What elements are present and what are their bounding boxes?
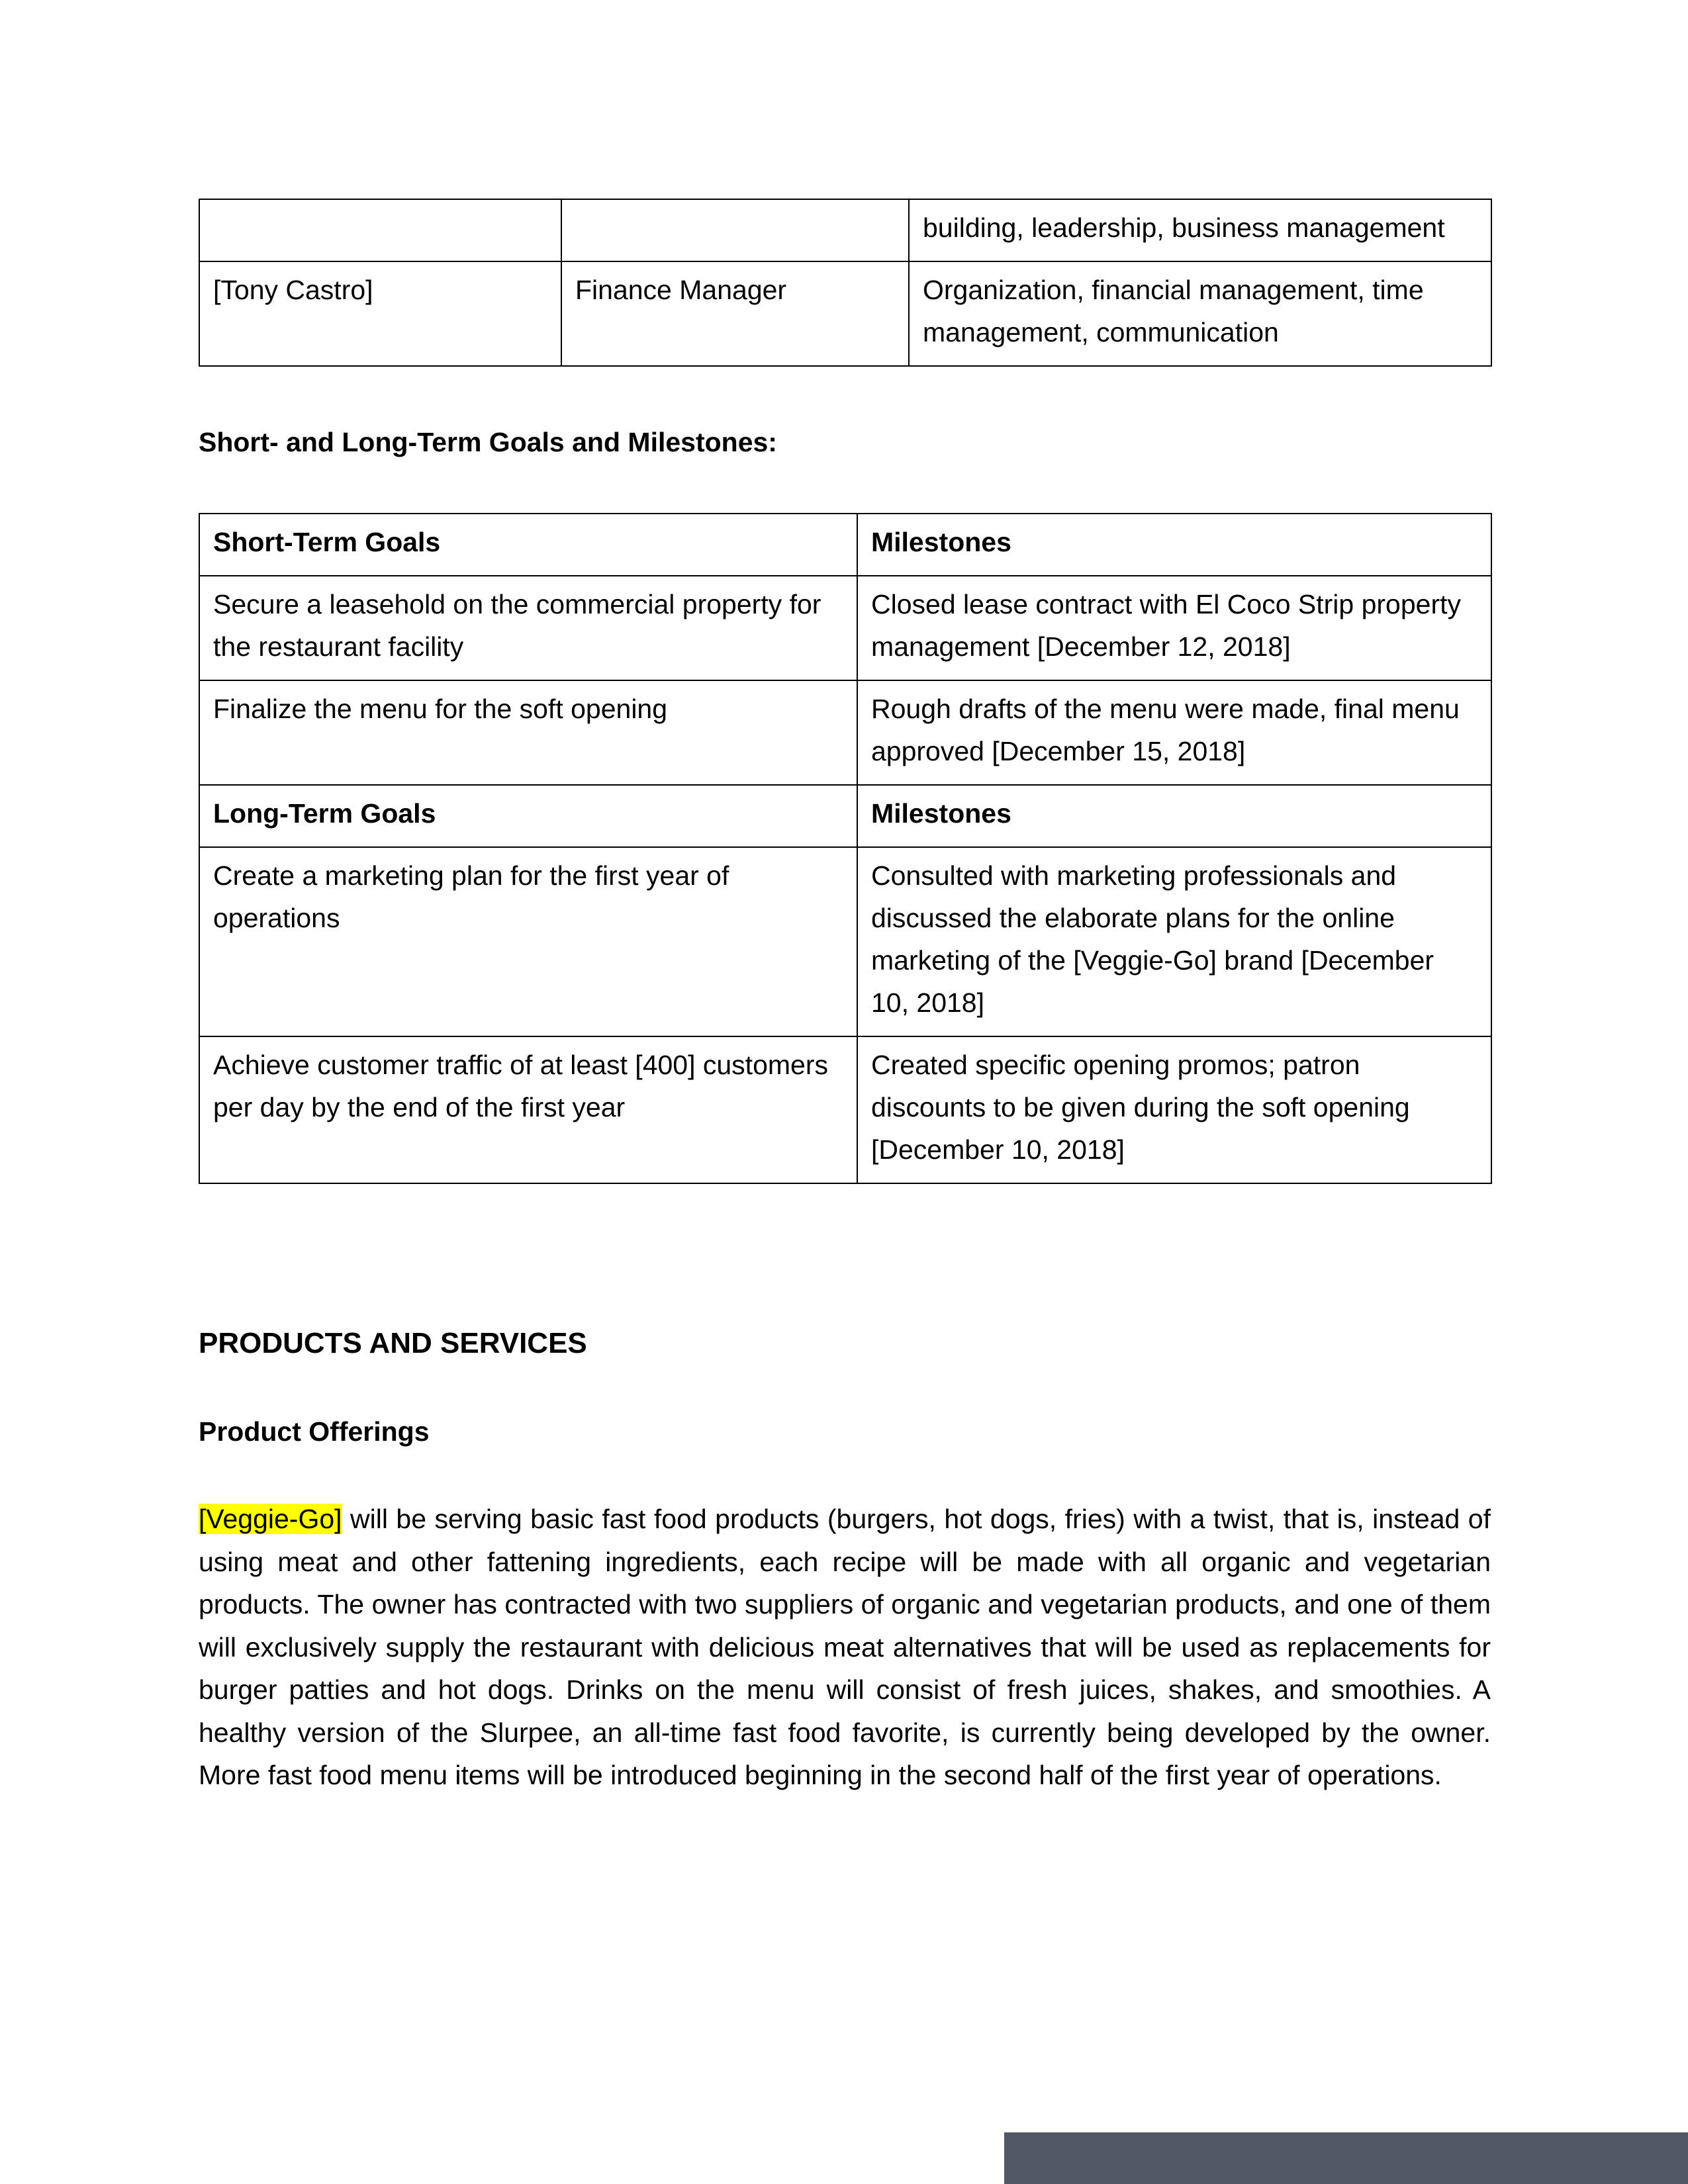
table-cell: Finalize the menu for the soft opening bbox=[199, 680, 857, 785]
table-cell: Organization, financial management, time management, communication bbox=[909, 261, 1491, 366]
table-cell bbox=[199, 199, 561, 261]
table-cell: Created specific opening promos; patron discounts to be given during the soft opening [December 10, 2018] bbox=[857, 1036, 1491, 1183]
table-cell: Create a marketing plan for the first year of operations bbox=[199, 847, 857, 1036]
table-row bbox=[199, 261, 1491, 366]
paragraph-text: will be serving basic fast food products (burgers, hot dogs, fries) with a twist, that is, instead of using meat and other fattening ingredients, each recipe will be made with all organic and vegetarian products. The owner has contracted with two suppliers of organic and vegetarian products, and one of them will exclusively supply the restaurant with delicious meat alternatives that will be used as replacements for burger patties and hot dogs. Drinks on the menu will consist of fresh juices, shakes, and smoothies. A healthy version of the Slurpee, an all-time fast food favorite, is currently being developed by the owner. More fast food menu items will be introduced beginning in the second half of the first year of operations. bbox=[199, 1504, 1491, 1790]
goals-table bbox=[199, 513, 1492, 1184]
table-cell: Secure a leasehold on the commercial property for the restaurant facility bbox=[199, 576, 857, 680]
column-header: Short-Term Goals bbox=[199, 514, 857, 576]
team-table bbox=[199, 199, 1492, 367]
goals-heading: Short- and Long-Term Goals and Milestones: bbox=[199, 427, 777, 457]
subsection-heading: Product Offerings bbox=[199, 1416, 430, 1447]
table-row bbox=[199, 199, 1491, 261]
table-header-row bbox=[199, 785, 1491, 847]
column-header: Milestones bbox=[857, 785, 1491, 847]
table-row bbox=[199, 1036, 1491, 1183]
table-cell: building, leadership, business management bbox=[909, 199, 1491, 261]
table-cell: Rough drafts of the menu were made, final menu approved [December 15, 2018] bbox=[857, 680, 1491, 785]
table-cell: Consulted with marketing professionals and discussed the elaborate plans for the online marketing of the [Veggie-Go] brand [December 10, 2018] bbox=[857, 847, 1491, 1036]
table-cell: Closed lease contract with El Coco Strip property management [December 12, 2018] bbox=[857, 576, 1491, 680]
section-heading: PRODUCTS AND SERVICES bbox=[199, 1327, 587, 1359]
product-offerings-paragraph bbox=[199, 1498, 1491, 1797]
footer-bar bbox=[1004, 2132, 1688, 2184]
table-cell: Finance Manager bbox=[561, 261, 909, 366]
column-header: Long-Term Goals bbox=[199, 785, 857, 847]
table-header-row bbox=[199, 514, 1491, 576]
table-row bbox=[199, 847, 1491, 1036]
table-cell: Achieve customer traffic of at least [400] customers per day by the end of the first year bbox=[199, 1036, 857, 1183]
table-cell: [Tony Castro] bbox=[199, 261, 561, 366]
highlighted-brand-name: [Veggie-Go] bbox=[199, 1504, 342, 1534]
table-row bbox=[199, 680, 1491, 785]
table-row bbox=[199, 576, 1491, 680]
table-cell bbox=[561, 199, 909, 261]
column-header: Milestones bbox=[857, 514, 1491, 576]
